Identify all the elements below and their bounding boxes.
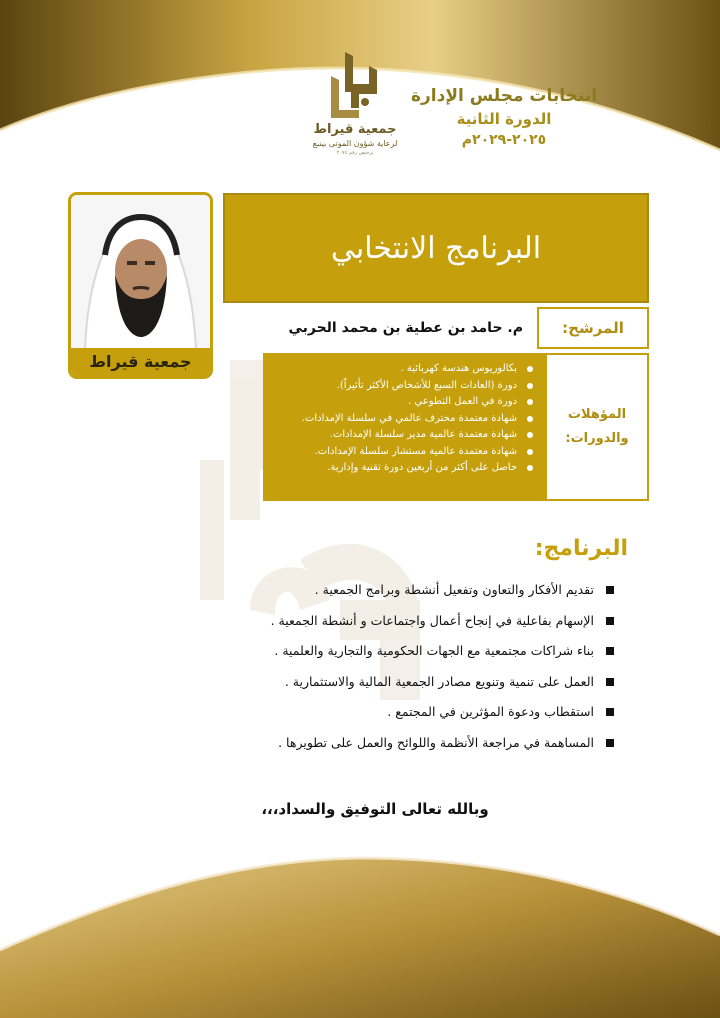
program-item: الإسهام بفاعلية في إنجاح أعمال واجتماعات و أنشطة الجمعية .	[196, 606, 616, 637]
qualification-item: دورة في العمل التطوعي .	[271, 394, 535, 411]
logo-license: ترخيص رقم ٢٠٧٤	[336, 150, 374, 156]
election-header	[404, 84, 604, 150]
session-years: ٢٠٢٥-٢٠٢٩م	[461, 132, 547, 148]
qualification-item: حاصل على أكثر من أربعين دورة تقنية وإدارية.	[271, 460, 535, 477]
election-title: انتخابات مجلس الإدارة	[410, 86, 598, 106]
qualifications-section	[263, 353, 649, 501]
logo-subtitle: لرعاية شؤون الموتى بينبع	[312, 139, 398, 148]
logo-name: جمعية قيراط	[313, 122, 397, 137]
program-item: المساهمة في مراجعة الأنظمة واللوائح والعمل على تطويرها .	[196, 728, 616, 759]
qualifications-label-line1: المؤهلات	[567, 407, 627, 422]
qualifications-list	[263, 353, 545, 501]
program-title-banner	[223, 193, 649, 303]
bottom-gold-arc	[0, 858, 720, 1018]
nominee-label: المرشح:	[537, 307, 649, 349]
program-heading: البرنامج:	[534, 536, 628, 561]
association-logo	[300, 50, 410, 166]
qualification-item: شهادة معتمدة محترف عالمي في سلسلة الإمدادات.	[271, 411, 535, 428]
program-item: العمل على تنمية وتنويع مصادر الجمعية المالية والاستثمارية .	[196, 667, 616, 698]
closing-statement: وبالله تعالى التوفيق والسداد،،،	[261, 800, 489, 818]
qualification-item: شهادة معتمدة عالمية مستشار سلسلة الإمدادات.	[271, 444, 535, 461]
qualification-item: شهادة معتمدة عالمية مدير سلسلة الإمدادات.	[271, 427, 535, 444]
qualifications-label-line2: والدورات:	[565, 431, 629, 446]
program-item: بناء شراكات مجتمعية مع الجهات الحكومية والتجارية والعلمية .	[196, 636, 616, 667]
nominee-name: م. حامد بن عطية بن محمد الحربي	[288, 320, 523, 336]
program-item: استقطاب ودعوة المؤثرين في المجتمع .	[196, 697, 616, 728]
program-item: تقديم الأفكار والتعاون وتفعيل أنشطة وبرامج الجمعية .	[196, 575, 616, 606]
candidate-photo	[68, 192, 213, 379]
qualification-item: دورة (العادات السبع للأشخاص الأكثر تأثيراً).	[271, 378, 535, 395]
qualification-item: بكالوريوس هندسة كهربائية .	[271, 361, 535, 378]
nominee-row	[223, 307, 649, 349]
candidate-portrait-icon	[71, 195, 210, 350]
session-label: الدورة الثانية	[456, 110, 552, 128]
program-title: البرنامج الانتخابي	[330, 230, 542, 266]
program-list	[196, 575, 616, 758]
photo-caption: جمعية قيراط	[71, 348, 210, 376]
logo-mark-icon	[323, 50, 387, 122]
qualifications-label	[545, 353, 649, 501]
